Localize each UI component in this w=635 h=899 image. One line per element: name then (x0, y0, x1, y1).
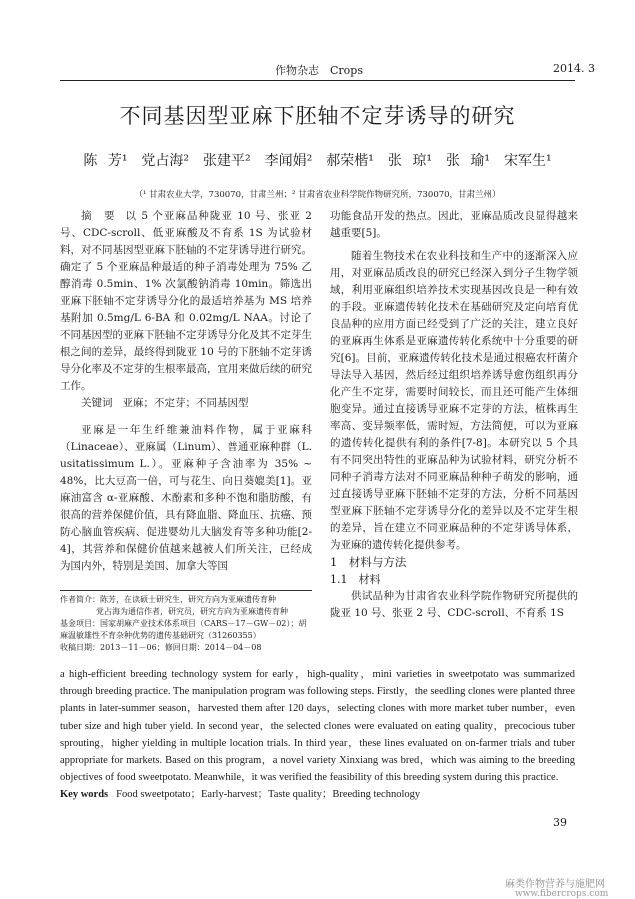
intro-paragraph: 亚麻是一年生纤维兼油料作物，属于亚麻科（Linaceae）、亚麻属（Linum）、普通亚麻种群（L. usitatissimum L.）。亚麻种子含油率为 35% ~ 48%，比大豆高一倍，可与花生、向日葵媲美[1]。亚麻油富含 α-亚麻酸、木酚素和多种不饱和脂肪酸，有很高的营养保健价值，具有降血脂、降血压、抗癌、预防心脑血管疾病、促进婴幼儿大脑发育等多种功能[2-4]，其营养和保健价值越来越被人们所关注，已经成为国内外，特别是美国、加拿大等国 (60, 424, 312, 572)
watermark-url: www.fibercrops.com (515, 889, 609, 899)
right-paragraph-1: 功能食品开发的热点。因此，亚麻品质改良显得越来越重要[5]。 (330, 210, 578, 239)
keywords-text: 亚麻；不定芽；不同基因型 (122, 397, 249, 409)
footnote-dates: 收稿日期：2013－11－06；修回日期：2014－04－08 (60, 643, 262, 652)
footnotes (60, 594, 312, 654)
page-number: 39 (553, 816, 567, 829)
english-keywords-label: Key words (60, 789, 109, 801)
footnote-funding: 基金项目：国家胡麻产业技术体系项目（CARS－17－GW－02）；胡麻温敏雄性不育杂种优势的遗传基础研究（31260355） (60, 619, 307, 640)
author-list: 陈 芳¹ 党占海² 张建平² 李闻娟² 郝荣楷¹ 张 琼¹ 张 瑜¹ 宋军生¹ (83, 153, 552, 169)
abstract (60, 208, 312, 395)
section-heading: 1 材料与方法 (330, 555, 407, 569)
right-paragraph-2: 随着生物技术在农业科技和生产中的逐渐深入应用，对亚麻品质改良的研究已经深入到分子生物学领域，利用亚麻组织培养技术实现基因改良是一种有效的手段。亚麻遗传转化技术在基础研究及定向培育优良品种的应用方面已经受到了广泛的关注，建立良好的亚麻再生体系是亚麻遗传转化系统中十分重要的研究[6]。目前，亚麻遗传转化技术是通过根癌农杆菌介导法导入基因，然后经过组织培养诱导愈伤组织再分化产生不定芽，需要时间较长，而且还可能产生体细胞变异。通过直接诱导亚麻不定芽的方法，植株再生率高、变异频率低，需时短，方法简便，可以为亚麻的遗传转化提供有利的条件[7-8]。本研究以 5 个具有不同突出特性的亚麻品种为试验材料，研究分析不同种子消毒方法对不同亚麻品种种子萌发的影响，通过直接诱导亚麻下胚轴不定芽的方法，分析不同基因型亚麻下胚轴不定芽诱导分化的差异以及不定芽生根的差异，旨在建立不同亚麻品种的不定芽诱导体系，为亚麻的遗传转化提供参考。 (330, 250, 578, 551)
paper-title: 不同基因型亚麻下胚轴不定芽诱导的研究 (119, 104, 516, 128)
abstract-text: 以 5 个亚麻品种陇亚 10 号、张亚 2 号、CDC-scroll、低亚麻酸及不育系 1S 为试验材料，对不同基因型亚麻下胚轴的不定芽诱导进行研究。确定了 5 个亚麻品种最适的种子消毒处理为 75% 乙醇消毒 0.5min、1% 次氯酸钠消毒 10min。筛选出亚麻下胚轴不定芽诱导分化的最适培养基为 MS 培养基附加 0.5mg/L 6-BA 和 0.02mg/L NAA。讨论了不同基因型的亚麻下胚轴不定芽诱导分化及其不定芽生根之间的差异，最终得到陇亚 10 号的下胚轴不定芽诱导分化率及不定芽的生根率最高，宜用来做后续的研究工作。 (60, 210, 312, 392)
footnote-corresponding: 党占海为通信作者，研究员，研究方向为亚麻遗传育种 (96, 607, 288, 616)
abstract-label: 摘 要 (81, 210, 116, 222)
english-abstract-text: a high-efficient breeding technology system for early，high-quality，mini varieties in sweetpotato was summarized through breeding practice. The manipulation program was following steps. Firstly，the seedling clones were planted three plants in later-summer season，harvested them after 120 days，selecting clones with more market tuber number，even tuber size and high tuber yield. In second year，the selected clones were evaluated on eating quality，precocious tuber sprouting，higher yielding in multiple location trials. In third year，these lines evaluated on on-farmer trials and tuber appropriate for markets. Based on this program，a novel variety Xinxiang was bred，which was aiming to the breeding objectives of food sweetpotato. Meanwhile，it was verified the feasibility of this breeding system during this practice. (60, 669, 575, 784)
right-column (330, 208, 578, 622)
affiliation: （¹ 甘肃农业大学，730070，甘肃兰州；² 甘肃省农业科学院作物研究所，730070，甘肃兰州） (134, 190, 501, 200)
header-rule (60, 80, 575, 81)
left-column (60, 208, 312, 575)
journal-name: 作物杂志 Crops (275, 64, 363, 77)
footnote-author: 作者简介：陈芳，在读硕士研究生，研究方向为亚麻遗传育种 (60, 595, 276, 604)
watermark-text: 麻类作物营养与施肥网 (505, 879, 605, 890)
issue-number: 2014. 3 (553, 62, 595, 75)
keywords (60, 395, 312, 412)
keywords-label: 关键词 (81, 397, 113, 409)
subsection-heading: 1.1 材料 (330, 573, 381, 586)
english-abstract (60, 666, 575, 804)
materials-paragraph: 供试品种为甘肃省农业科学院作物研究所提供的陇亚 10 号、张亚 2 号、CDC-scroll、不育系 1S (330, 590, 578, 619)
english-keywords (60, 786, 575, 803)
english-keywords-text: Food sweetpotato；Early-harvest；Taste quality；Breeding technology (116, 789, 421, 801)
footnote-rule (60, 590, 312, 591)
